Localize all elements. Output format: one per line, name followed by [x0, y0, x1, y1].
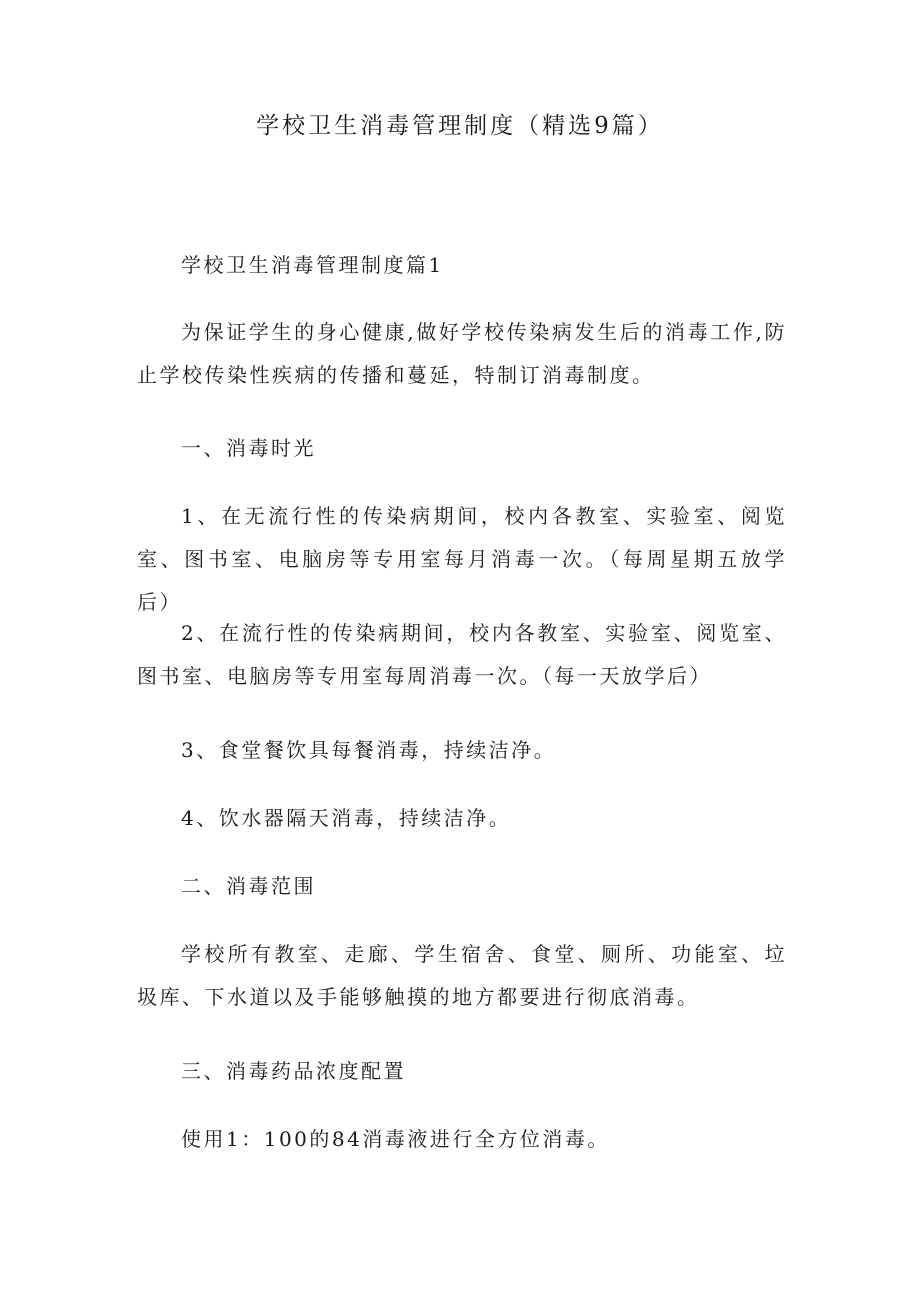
document-title: 学校卫生消毒管理制度（精选9篇） [256, 113, 664, 139]
heading-disinfection-scope: 二、消毒范围 [181, 874, 316, 898]
paragraph-item-1: 1、在无流行性的传染病期间，校内各教室、实验室、阅览室、图书室、电脑房等专用室每月消毒一次。（每周星期五放学后） [137, 504, 787, 614]
paragraph-item-3: 3、食堂餐饮具每餐消毒，持续洁净。 [181, 738, 557, 762]
heading-concentration: 三、消毒药品浓度配置 [181, 1059, 406, 1083]
paragraph-concentration: 使用1：100的84消毒液进行全方位消毒。 [181, 1127, 610, 1151]
heading-disinfection-time: 一、消毒时光 [181, 436, 316, 460]
paragraph-scope: 学校所有教室、走廊、学生宿舍、食堂、厕所、功能室、垃圾库、下水道以及手能够触摸的地方都要进行彻底消毒。 [137, 942, 787, 1009]
section-heading-part1: 学校卫生消毒管理制度篇1 [181, 253, 444, 277]
paragraph-intro: 为保证学生的身心健康,做好学校传染病发生后的消毒工作,防止学校传染性疾病的传播和蔓延，特制订消毒制度。 [137, 320, 787, 387]
paragraph-item-4: 4、饮水器隔天消毒，持续洁净。 [181, 806, 512, 830]
paragraph-item-2: 2、在流行性的传染病期间，校内各教室、实验室、阅览室、图书室、电脑房等专用室每周消毒一次。（每一天放学后） [137, 621, 787, 688]
